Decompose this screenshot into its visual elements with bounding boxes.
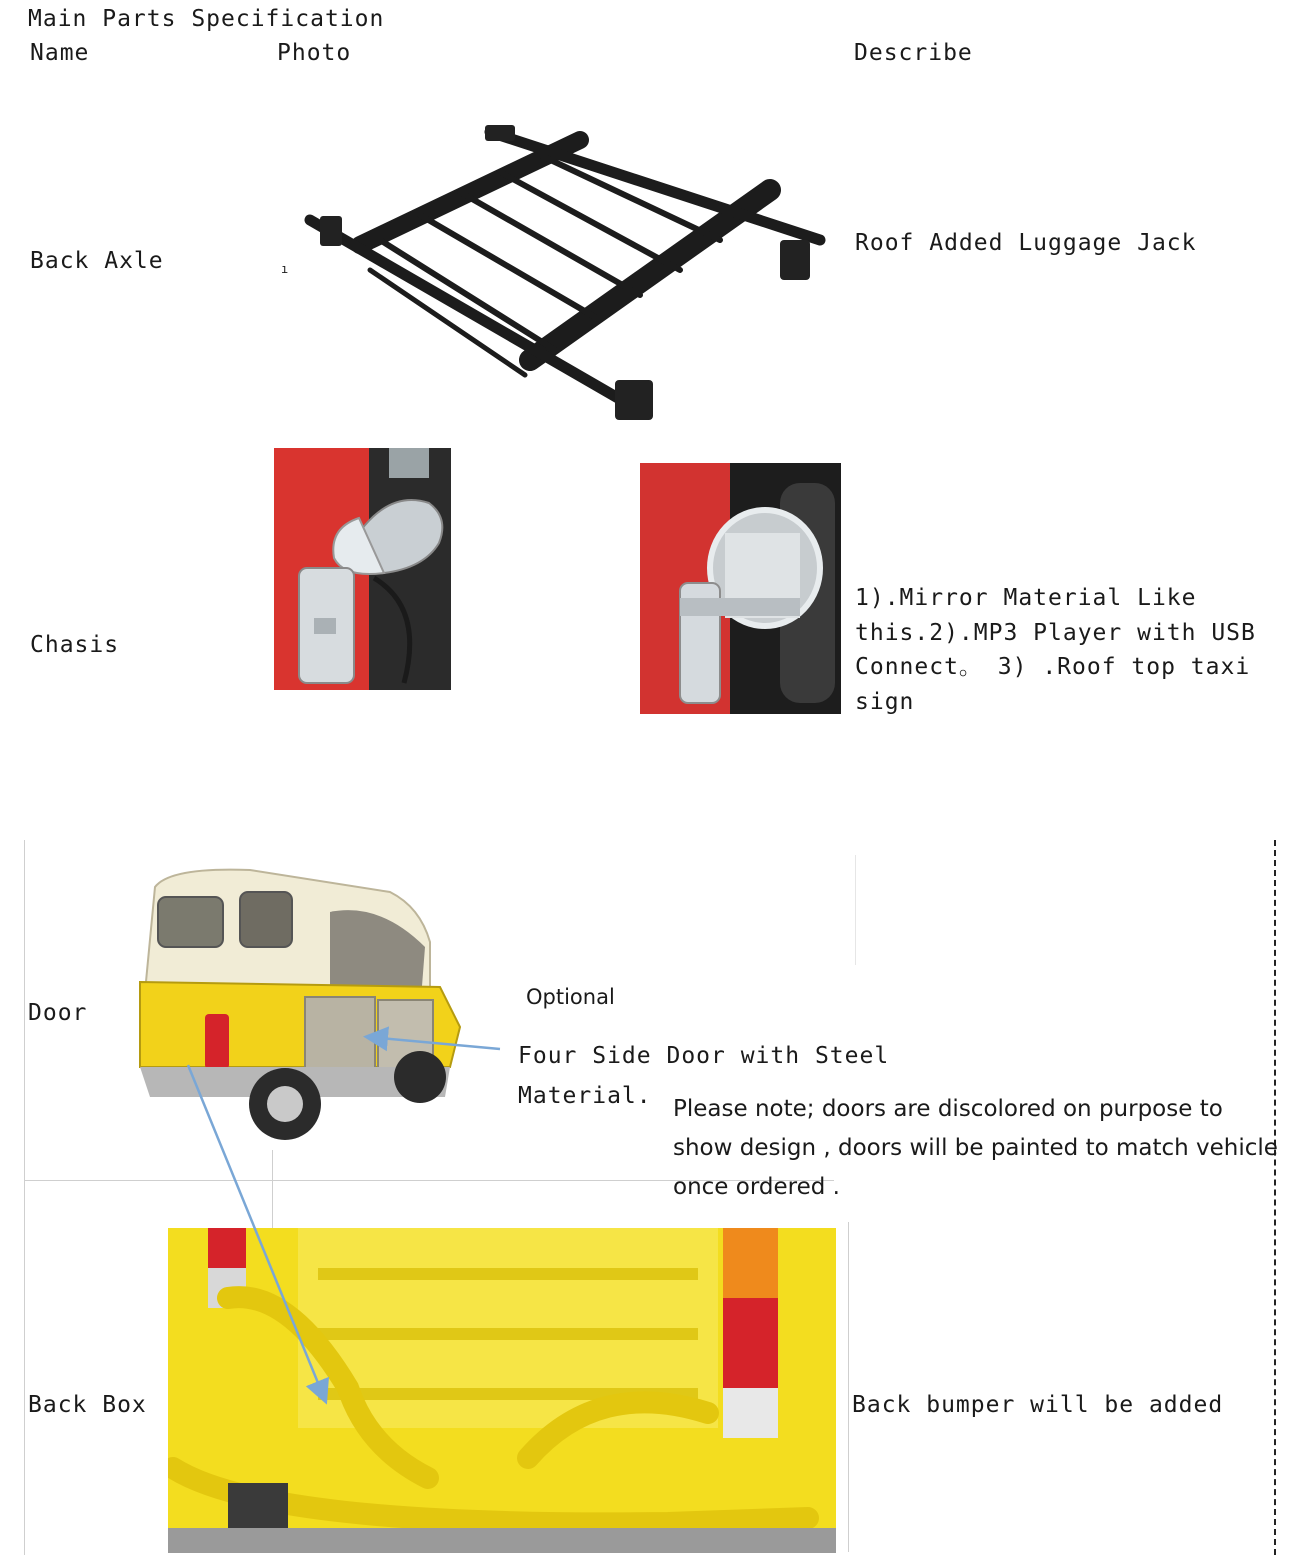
describe-line: sign [855, 688, 915, 715]
describe-line: Four Side Door with Steel [518, 1043, 890, 1069]
row-describe-back-axle: Roof Added Luggage Jack [855, 230, 1197, 256]
optional-label: Optional [526, 985, 615, 1009]
row-name-back-axle: Back Axle [30, 248, 164, 274]
describe-line: this.2).MP3 Player with USB [855, 619, 1256, 646]
note-line: show design , doors will be painted to match vehicle [673, 1135, 1278, 1161]
row-name-chasis: Chasis [30, 632, 120, 658]
row-name-door: Door [28, 1000, 88, 1026]
door-callout-arrow [368, 1037, 500, 1049]
column-header-name: Name [30, 40, 90, 66]
describe-line: 1).Mirror Material Like [855, 585, 1197, 611]
row-name-back-box: Back Box [28, 1392, 147, 1418]
note-line: once ordered . [673, 1174, 840, 1200]
describe-line: Connect。 3) .Roof top taxi [855, 654, 1251, 680]
bumper-callout-arrow [188, 1065, 325, 1400]
note-line: Please note; doors are discolored on purpose to [673, 1096, 1223, 1122]
column-header-photo: Photo [277, 40, 352, 66]
row-describe-back-box: Back bumper will be added [852, 1392, 1224, 1418]
describe-line: Material. [518, 1083, 652, 1109]
stray-mark: ı [281, 262, 289, 276]
column-header-describe: Describe [854, 40, 973, 66]
page-title: Main Parts Specification [28, 6, 385, 32]
